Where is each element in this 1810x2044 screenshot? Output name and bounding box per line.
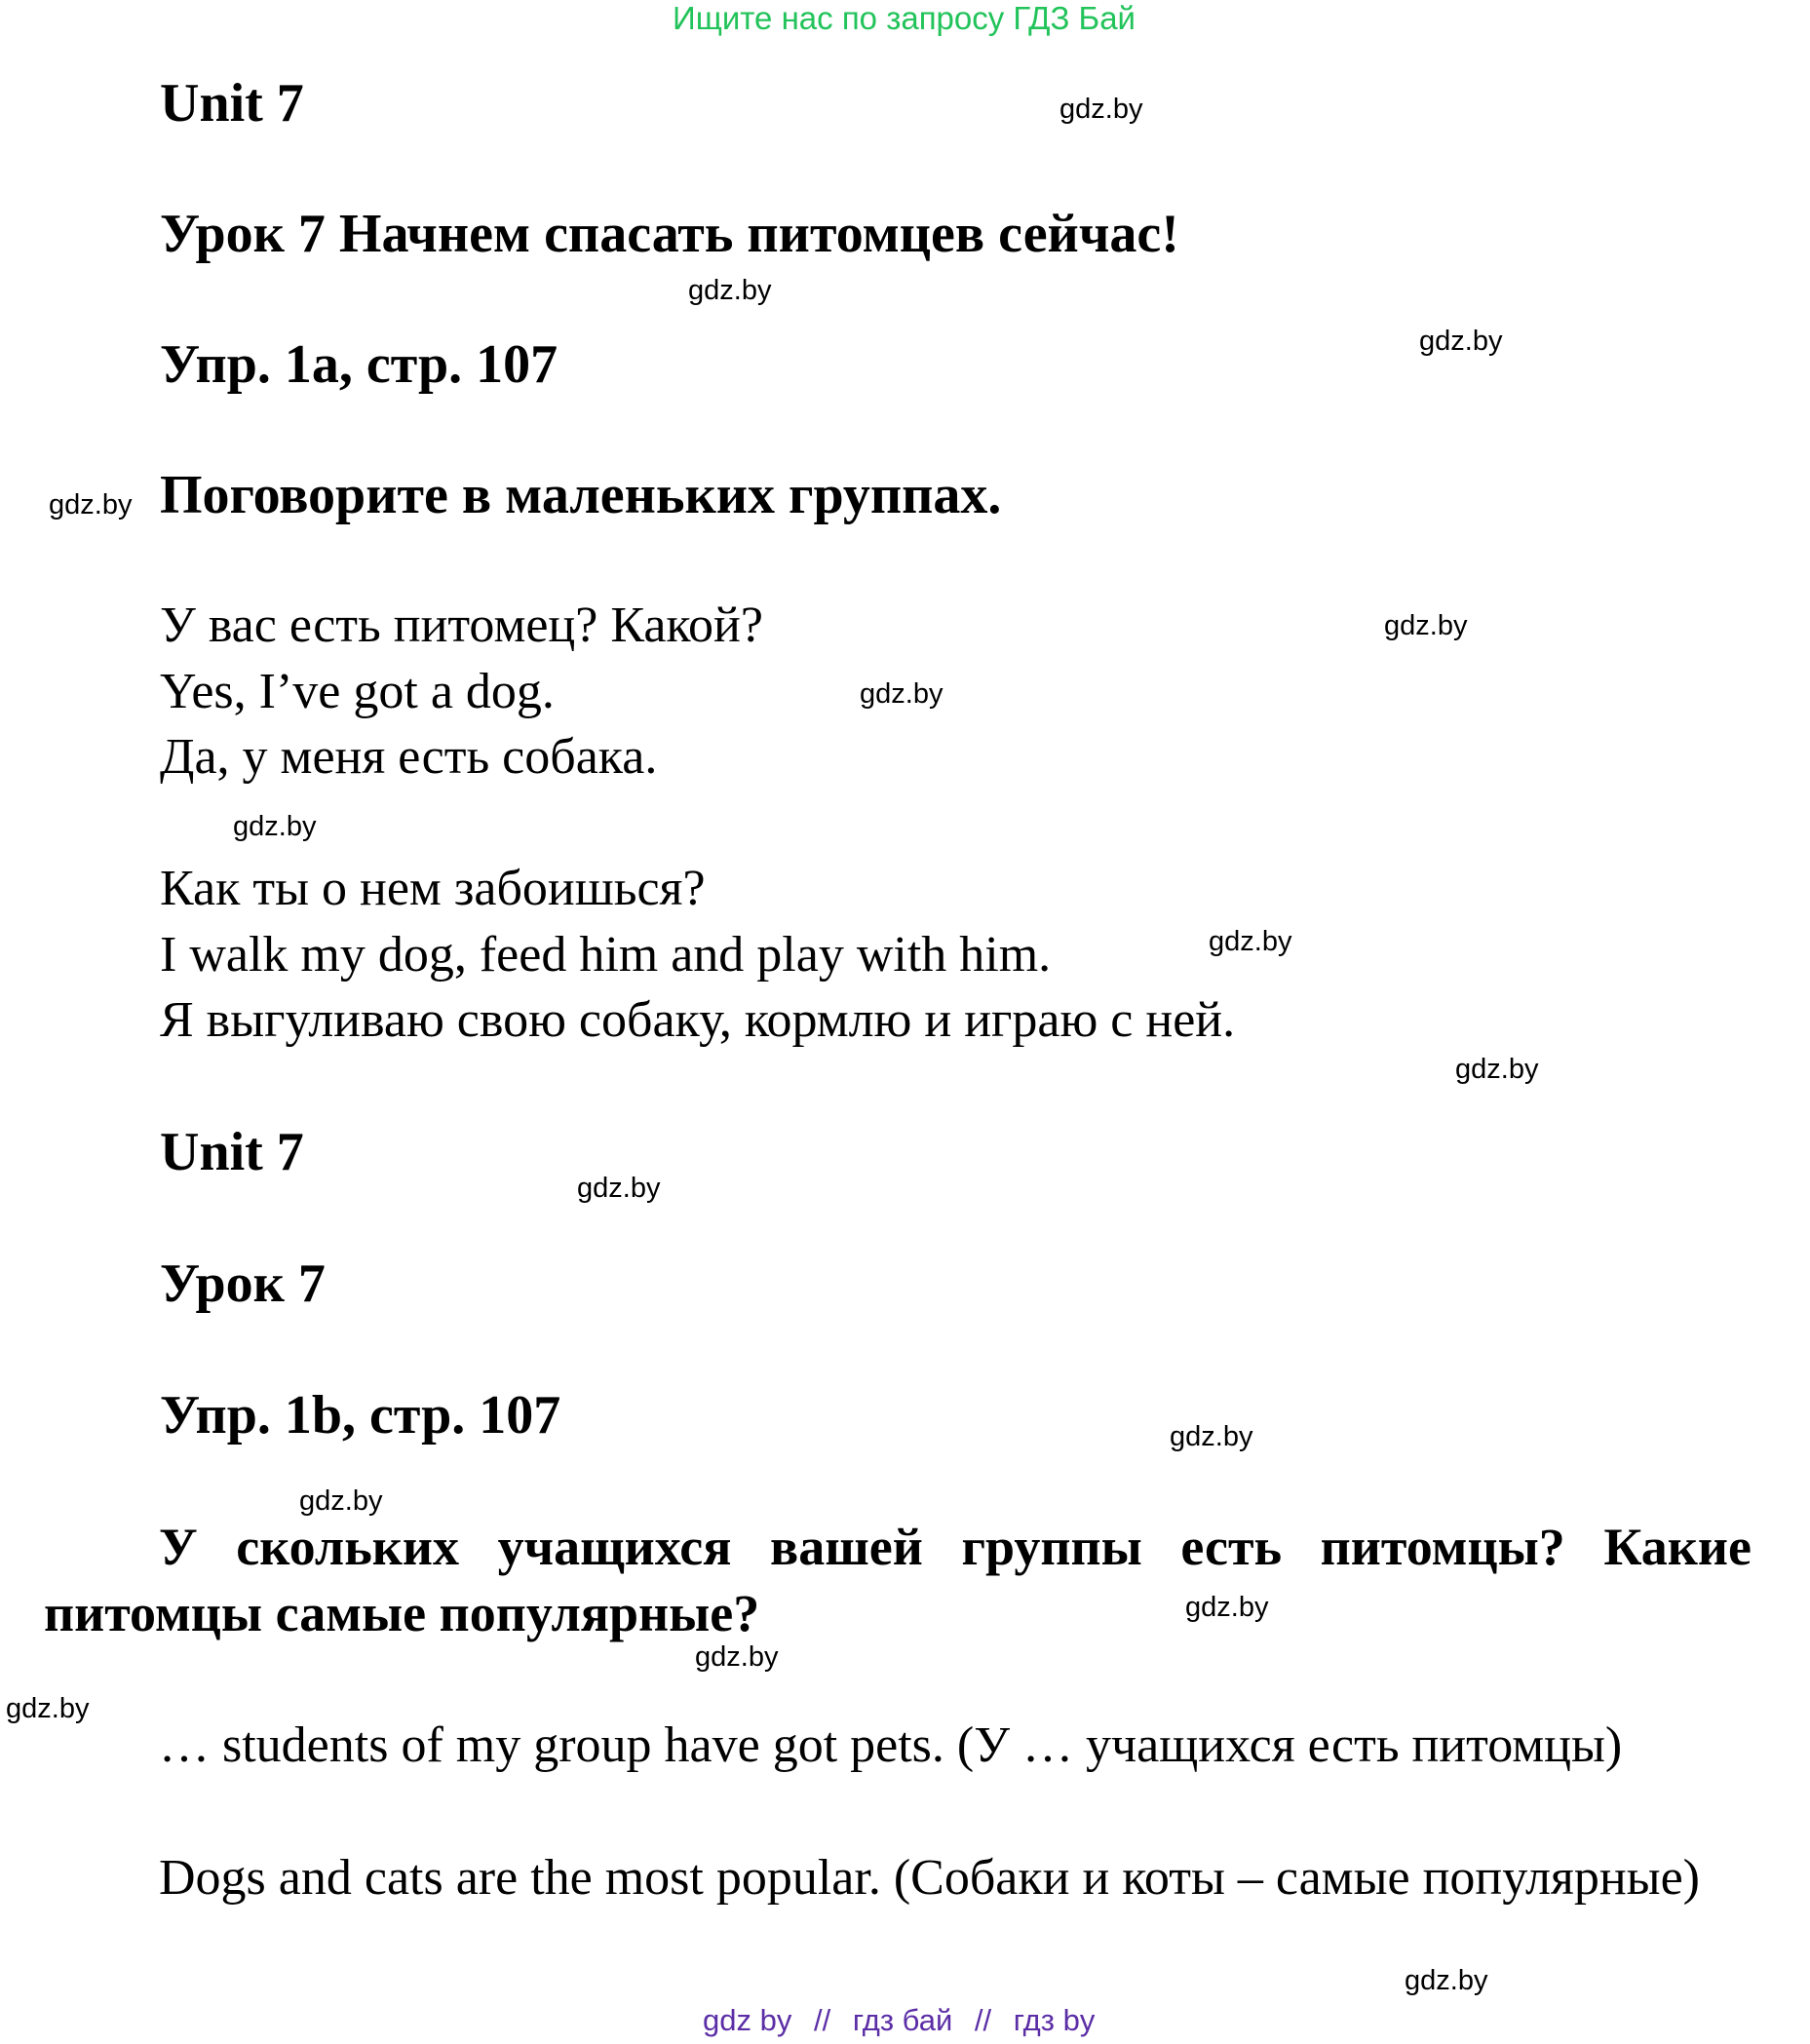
watermark: gdz.by xyxy=(1405,1965,1488,1996)
watermark: gdz.by xyxy=(233,811,317,842)
task-heading: Поговорите в маленьких группах. xyxy=(160,465,1002,525)
watermark: gdz.by xyxy=(1455,1054,1539,1085)
text-line: Как ты о нем забоишься? xyxy=(160,861,706,916)
answer-paragraph: … students of my group have got pets. (У … учащихся есть питомцы) xyxy=(159,1717,1623,1773)
watermark: gdz.by xyxy=(688,275,772,306)
text-line: У вас есть питомец? Какой? xyxy=(160,598,763,653)
watermark: gdz.by xyxy=(1185,1592,1269,1623)
watermark: gdz.by xyxy=(860,678,944,710)
watermark: gdz.by xyxy=(577,1173,661,1204)
unit-heading: Unit 7 xyxy=(160,73,304,134)
text-line: Да, у меня есть собака. xyxy=(160,729,658,785)
top-banner[interactable]: Ищите нас по запросу ГДЗ Бай xyxy=(673,0,1136,36)
watermark: gdz.by xyxy=(1209,926,1292,957)
text-line: Я выгуливаю свою собаку, кормлю и играю с ней. xyxy=(160,992,1236,1048)
footer-separator: // xyxy=(813,2003,831,2037)
exercise-heading: Упр. 1a, стр. 107 xyxy=(160,334,558,395)
watermark: gdz.by xyxy=(1384,610,1468,641)
exercise-heading: Упр. 1b, стр. 107 xyxy=(160,1385,561,1446)
footer-link[interactable]: гдз бай xyxy=(852,2003,953,2037)
watermark: gdz.by xyxy=(1419,326,1503,357)
answer-paragraph: Dogs and cats are the most popular. (Собаки и коты – самые популярные) xyxy=(159,1850,1700,1906)
lesson-heading: Урок 7 xyxy=(160,1253,326,1314)
watermark: gdz.by xyxy=(49,489,133,521)
watermark: gdz.by xyxy=(299,1485,383,1517)
watermark: gdz.by xyxy=(1059,94,1143,125)
footer-link[interactable]: gdz by xyxy=(703,2003,792,2037)
footer-links xyxy=(703,2003,1095,2038)
unit-heading: Unit 7 xyxy=(160,1122,304,1182)
footer-link[interactable]: гдз by xyxy=(1013,2003,1096,2037)
watermark: gdz.by xyxy=(1170,1421,1253,1452)
text-line: Yes, I’ve got a dog. xyxy=(160,664,555,719)
task-paragraph: У скольких учащихся вашей группы есть питомцы? Какие питомцы самые популярные? xyxy=(44,1518,1752,1642)
lesson-heading: Урок 7 Начнем спасать питомцев сейчас! xyxy=(160,204,1179,264)
footer-separator: // xyxy=(974,2003,992,2037)
watermark: gdz.by xyxy=(6,1693,90,1724)
text-line: I walk my dog, feed him and play with him. xyxy=(160,927,1052,983)
watermark: gdz.by xyxy=(695,1641,779,1673)
